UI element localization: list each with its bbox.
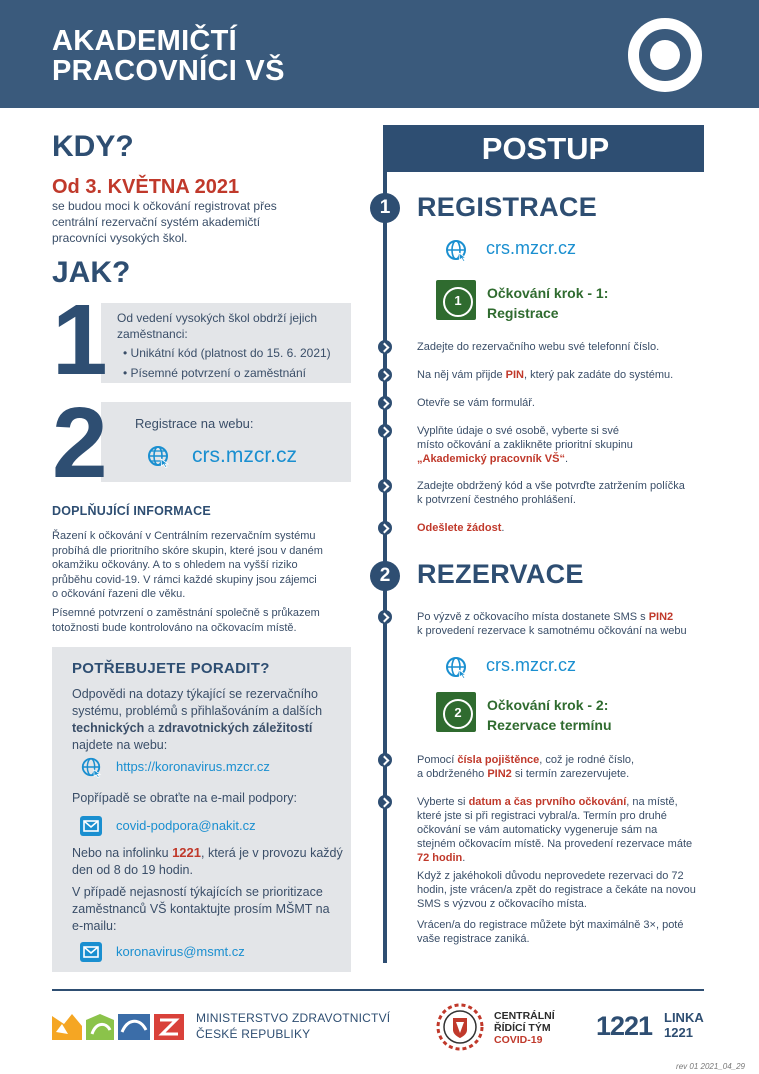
step-2-paragraph-5: Vrácen/a do registrace můžete být maximálně 3×, poté vaše registrace zaniká. — [417, 919, 684, 945]
title-line-1: AKADEMIČTÍ — [52, 25, 238, 57]
jak-box-2 — [101, 402, 351, 482]
chevron-right-icon — [378, 396, 392, 410]
step-1-item-1: Zadejte do rezervačního webu své telefonní číslo. — [417, 341, 660, 353]
chevron-right-icon — [378, 753, 392, 767]
bullet-item: • Písemné potvrzení o zaměstnání — [123, 365, 331, 381]
step-2-paragraph-4: Když z jakéhokoli důvodu neprovedete rezervaci do 72 hodin, jste vrácen/a zpět do registrace a čekáte na novou SMS s výzvou z očkovacího místa. — [417, 870, 696, 910]
revision-note: rev 01 2021_04_29 — [676, 1062, 745, 1071]
linka-logo-icon: 1221 — [596, 1011, 653, 1041]
vaccination-step-2-icon: 2 — [436, 692, 476, 732]
jak-box-1-text: Od vedení vysokých škol obdrží jejich zaměstnanci: • Unikátní kód (platnost do 15. 6. 2021) • Písemné potvrzení o zaměstnání — [117, 310, 331, 381]
help-mail-intro: Popřípadě se obraťte na e-mail podpory: — [72, 791, 297, 805]
kdy-date: Od 3. KVĚTNA 2021 — [52, 176, 240, 198]
chevron-right-icon — [378, 795, 392, 809]
ring-logo-icon — [628, 18, 702, 92]
chevron-right-icon — [378, 521, 392, 535]
step-1-item-2: Na něj vám přijde PIN, který pak zadáte do systému. — [417, 369, 674, 381]
step-1-circle: 1 — [370, 193, 400, 223]
mail-icon — [80, 816, 102, 836]
globe-icon — [444, 238, 468, 267]
page-title — [52, 26, 285, 86]
jak-box-2-label: Registrace na webu: — [135, 416, 254, 431]
crs-link-left[interactable]: crs.mzcr.cz — [192, 444, 297, 467]
vaccination-step-2-label: Očkování krok - 2: Rezervace termínu — [487, 697, 612, 733]
globe-icon — [146, 444, 170, 473]
step-1-title: REGISTRACE — [417, 192, 598, 222]
chevron-right-icon — [378, 340, 392, 354]
help-paragraph-1: Odpovědi na dotazy týkající se rezervačního systému, problémů s přihlašováním a dalších technických a zdravotnických záležitostí najdete na webu: — [72, 687, 323, 752]
kdy-heading: KDY? — [52, 130, 134, 163]
step-1-item-3: Otevře se vám formulář. — [417, 397, 535, 409]
step-2-item-1: Po výzvě z očkovacího místa dostanete SMS s PIN2 k provedení rezervace k samotnému očkování na webu — [417, 611, 687, 637]
vaccination-step-1-icon: 1 — [436, 280, 476, 320]
crs-link-step-2[interactable]: crs.mzcr.cz — [486, 655, 576, 675]
kdy-text: se budou moci k očkování registrovat přes centrální rezervační systém akademičtí pracovníci vysokých škol. — [52, 199, 277, 245]
info-heading: DOPLŇUJÍCÍ INFORMACE — [52, 504, 211, 518]
title-line-2: PRACOVNÍCI VŠ — [52, 55, 285, 87]
step-2-item-2: Pomocí čísla pojištěnce, což je rodné číslo, a obdrženého PIN2 si termín zarezervujete. — [417, 754, 635, 780]
help-phone-text: Nebo na infolinku 1221, která je v provozu každý den od 8 do 19 hodin. — [72, 845, 343, 877]
step-2-title: REZERVACE — [417, 559, 584, 589]
mail-icon — [80, 942, 102, 962]
chevron-right-icon — [378, 424, 392, 438]
jak-heading: JAK? — [52, 256, 131, 289]
ministry-logo-icon — [52, 1010, 184, 1049]
info-paragraph-1: Řazení k očkování v Centrálním rezervačním systému probíhá dle prioritního skóre skupin, které jsou v daném okamžiku očkovány. A to s ohledem na vyšší riziko průběhu covid-19. V rámci každé skupiny jsou zájemci o očkování řazeni dle věku. — [52, 530, 323, 600]
step-1-item-5: Zadejte obdržený kód a vše potvrďte zatržením políčka k potvrzení čestného prohlášení. — [417, 480, 685, 506]
crt-emblem-icon — [433, 1000, 487, 1059]
bullet-item: • Unikátní kód (platnost do 15. 6. 2021) — [123, 345, 331, 361]
support-email-link[interactable]: covid-podpora@nakit.cz — [116, 818, 256, 833]
globe-icon — [444, 655, 468, 684]
jak-number-1: 1 — [52, 284, 108, 396]
crt-name: CENTRÁLNÍ ŘÍDÍCÍ TÝM COVID-19 — [494, 1010, 555, 1046]
msmt-email-link[interactable]: koronavirus@msmt.cz — [116, 944, 245, 959]
step-2-item-3: Vyberte si datum a čas prvního očkování, na místě, které jste si při registraci vybral/a. Termín pro druhé očkování se vám automaticky vygeneruje sám na stejném očkovacím místě. Na provedení rezervace máte 72 hodin. — [417, 796, 693, 864]
footer-divider — [52, 989, 704, 991]
koronavirus-web-link[interactable]: https://koronavirus.mzcr.cz — [116, 759, 270, 774]
chevron-right-icon — [378, 479, 392, 493]
help-heading: POTŘEBUJETE PORADIT? — [72, 660, 270, 677]
linka-label: LINKA 1221 — [664, 1010, 704, 1040]
chevron-right-icon — [378, 368, 392, 382]
step-1-item-4: Vyplňte údaje o své osobě, vyberte si své místo očkování a zaklikněte prioritní skupinu „Akademický pracovník VŠ“. — [417, 425, 633, 465]
postup-banner: POSTUP — [387, 125, 704, 172]
crs-link-step-1[interactable]: crs.mzcr.cz — [486, 238, 576, 258]
step-1-item-6: Odešlete žádost. — [417, 522, 505, 534]
vaccination-step-1-label: Očkování krok - 1: Registrace — [487, 285, 609, 321]
info-paragraph-2: Písemné potvrzení o zaměstnání společně s průkazem totožnosti bude kontrolováno na očkovacím místě. — [52, 607, 320, 634]
timeline-line — [383, 125, 387, 963]
chevron-right-icon — [378, 610, 392, 624]
jak-number-2: 2 — [52, 387, 108, 499]
globe-icon — [80, 756, 102, 783]
help-msmt-text: V případě nejasností týkajících se prioritizace zaměstnanců VŠ kontaktujte prosím MŠMT na e-mailu: — [72, 885, 330, 933]
step-2-circle: 2 — [370, 561, 400, 591]
ministry-name: MINISTERSTVO ZDRAVOTNICTVÍ ČESKÉ REPUBLIKY — [196, 1011, 391, 1041]
